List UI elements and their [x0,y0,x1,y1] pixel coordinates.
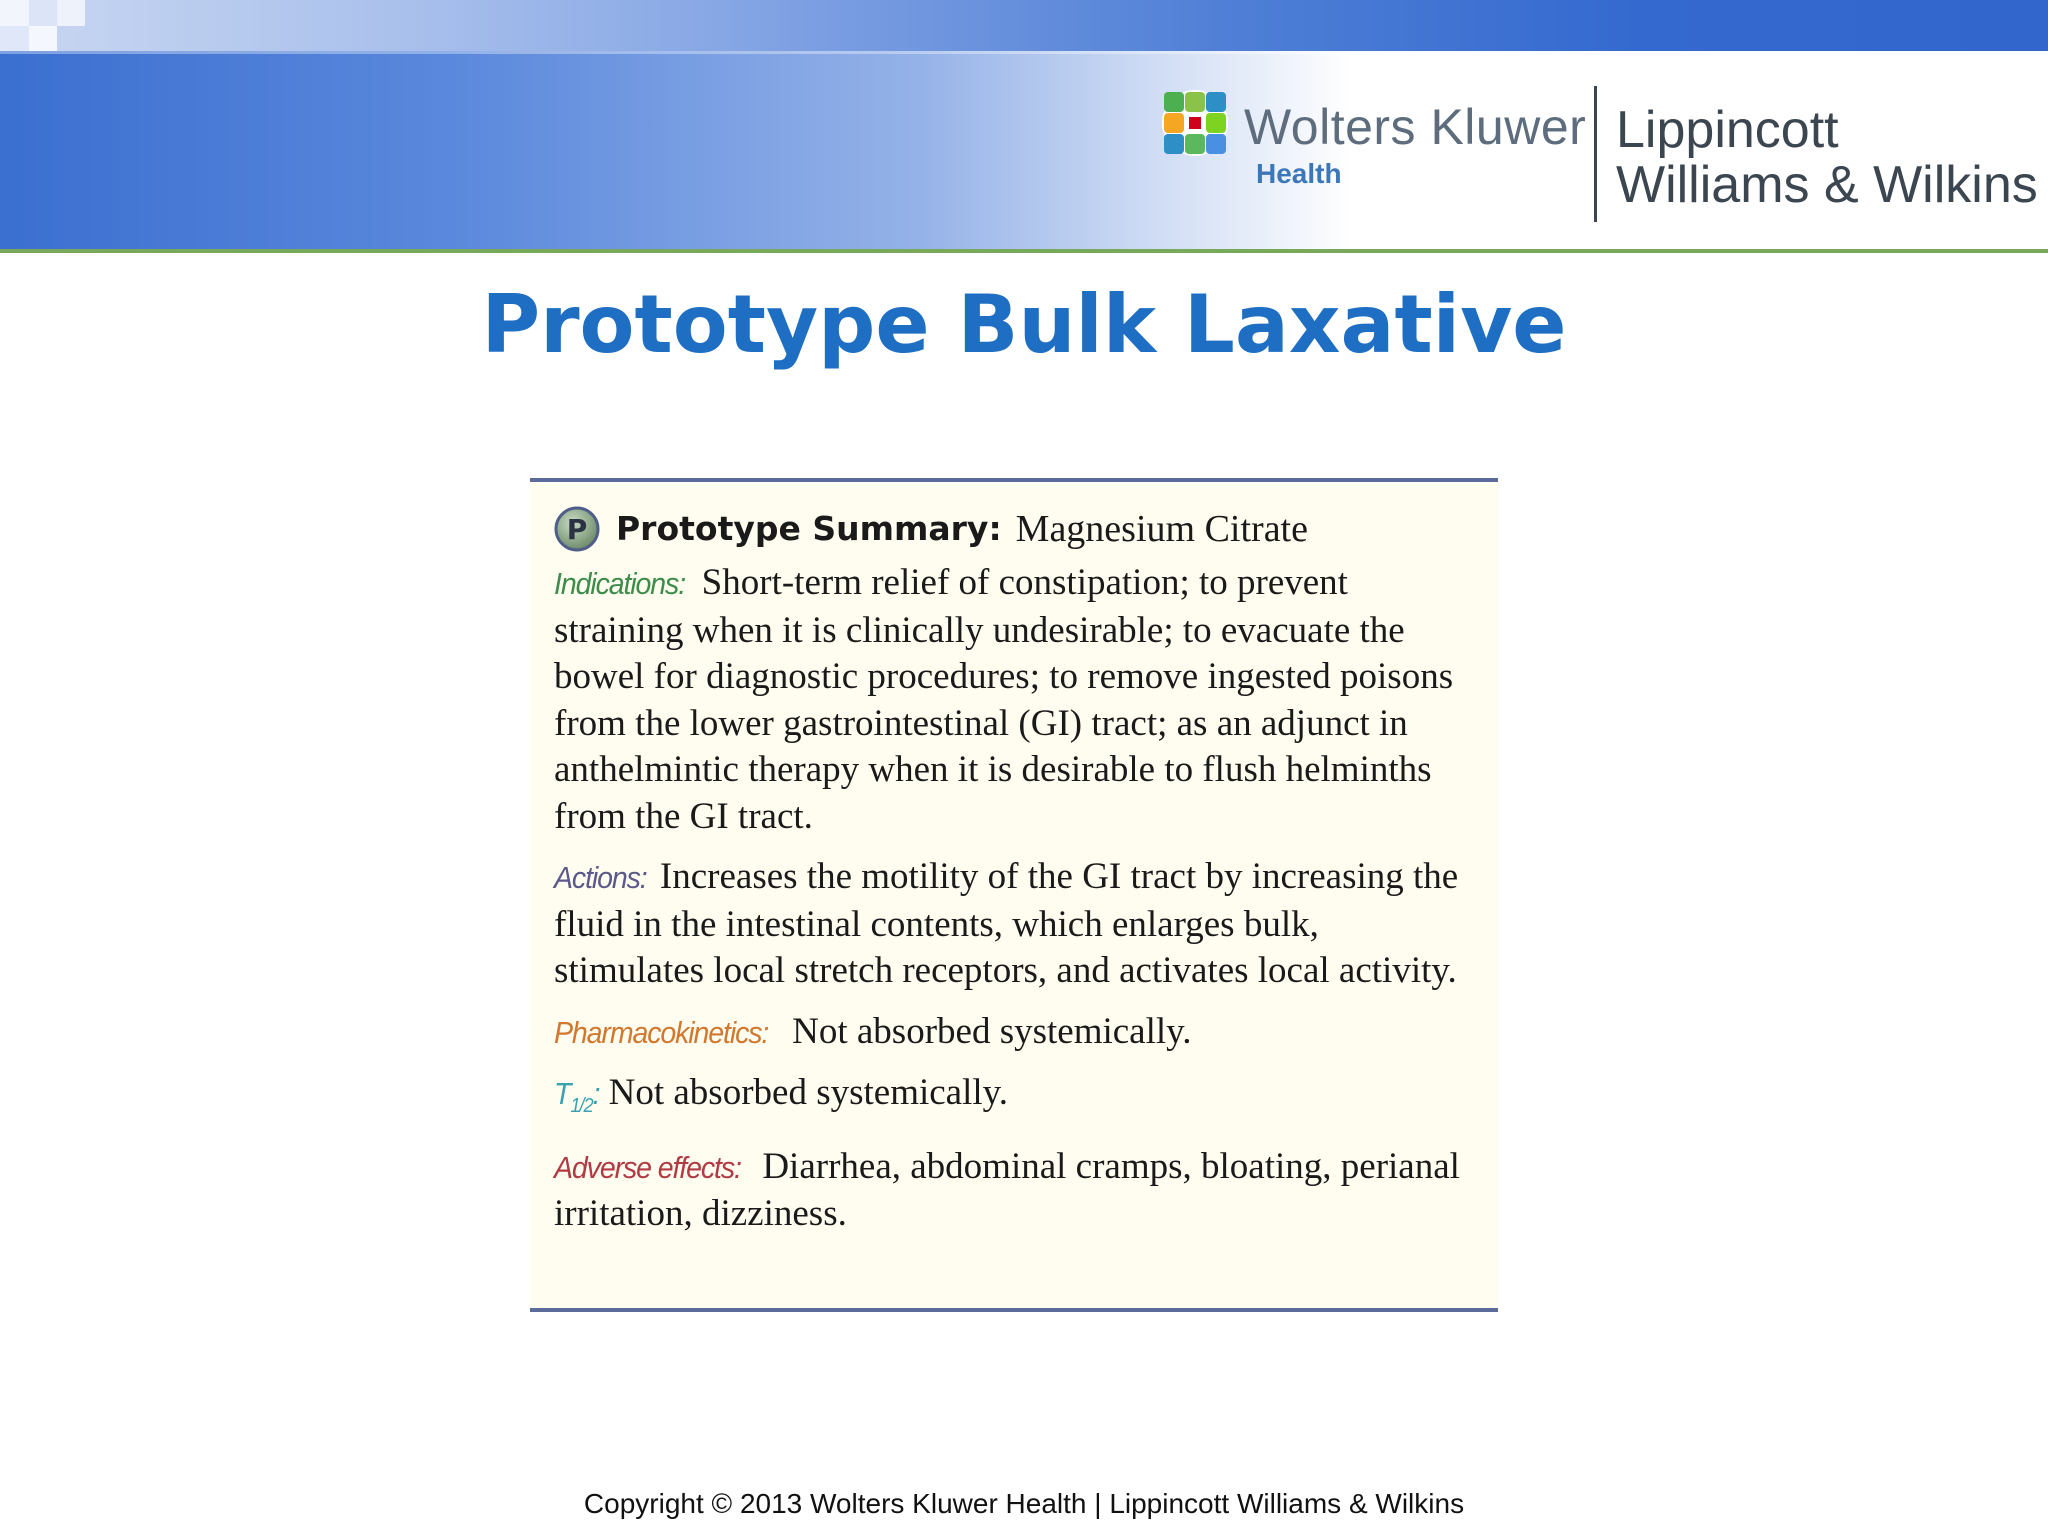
half-life-label-main: T [554,1076,571,1111]
prototype-icon-letter: P [566,513,588,546]
actions-text: Increases the motility of the GI tract by increasing the fluid in the intestinal contents, which enlarges bulk, stimulates local stretch receptors, and activates local activity. [554,856,1459,991]
half-life-label-colon: : [592,1076,600,1111]
actions-section [554,854,1474,995]
drug-name: Magnesium Citrate [1015,507,1308,550]
indications-section [554,560,1474,840]
prototype-summary-content [554,504,1474,1252]
header-strip-highlight [0,51,2048,54]
half-life-label-subscript: 1/2 [570,1095,593,1117]
lww-wordmark-line1: Lippincott [1616,101,1839,159]
prototype-summary-box [530,478,1498,1312]
prototype-summary-heading: Prototype Summary [616,508,989,548]
wolters-kluwer-logo-icon [1160,88,1230,158]
adverse-effects-label: Adverse effects: [554,1149,741,1185]
actions-label: Actions: [554,860,647,895]
half-life-label [554,1071,599,1130]
decorative-square [29,0,57,26]
half-life-text: Not absorbed systemically. [608,1072,1009,1113]
copyright-footer: Copyright © 2013 Wolters Kluwer Health | Lippincott Williams & Wilkins [583,1488,1465,1519]
adverse-effects-section [554,1144,1474,1238]
prototype-summary-header [554,504,1474,554]
indications-text: Short-term relief of constipation; to prevent straining when it is clinically undesirable; to evacuate the bowel for diagnostic procedures; to remove ingested poisons from the lower gastrointestinal (GI) tract; as an adjunct in anthelmintic therapy when it is desirable to flush helminths from the GI tract. [554,562,1454,837]
pharmacokinetics-text: Not absorbed systemically. [792,1010,1192,1052]
adverse-effects-text: Diarrhea, abdominal cramps, bloating, perianal irritation, dizziness. [554,1145,1460,1234]
wolters-kluwer-wordmark: Wolters Kluwer [1244,99,1587,155]
pharmacokinetics-label: Pharmacokinetics: [554,1014,769,1050]
indications-label: Indications: [554,566,686,601]
pharmacokinetics-section [554,1009,1474,1057]
logo-divider [1594,86,1597,222]
header-accent-line [0,249,2048,253]
lww-wordmark-line2: Williams & Wilkins [1616,156,2038,214]
header-top-strip [0,0,2048,51]
prototype-p-icon [554,506,600,552]
header-band [0,0,2048,252]
decorative-square [29,26,57,51]
decorative-square [0,26,29,51]
half-life-section [554,1070,1474,1130]
decorative-square [57,0,85,26]
heading-colon: : [988,508,1002,548]
wolters-kluwer-health-label: Health [1256,158,1342,189]
decorative-square [0,0,29,26]
slide-title: Prototype Bulk Laxative [481,278,1567,371]
